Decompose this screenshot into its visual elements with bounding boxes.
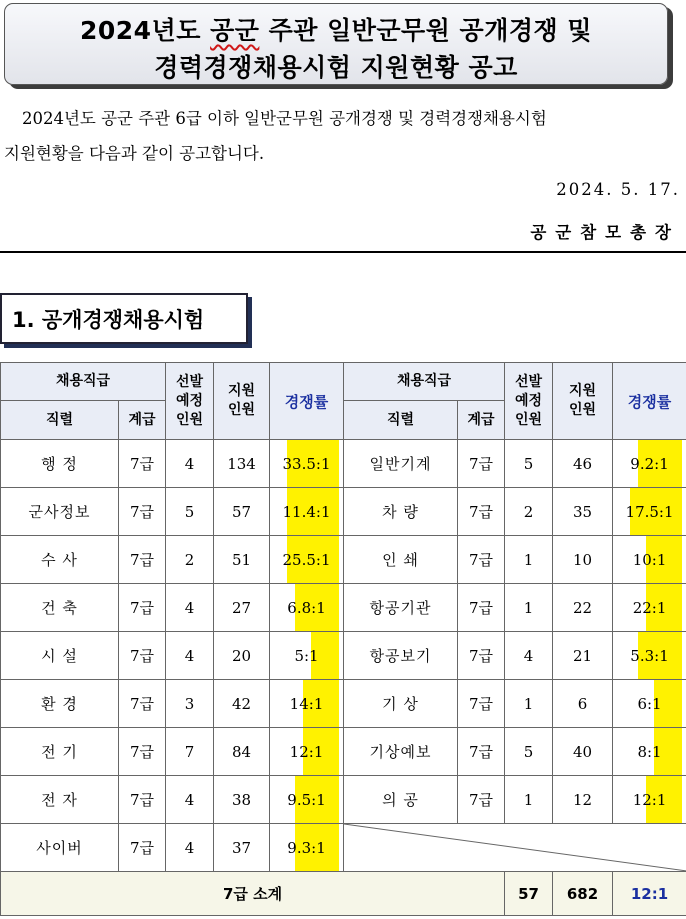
series-cell: 항공기관 — [344, 584, 458, 632]
rate-value: 33.5:1 — [282, 454, 331, 473]
header-job-grade-right: 채용직급 — [344, 363, 505, 401]
rate-cell — [270, 728, 344, 776]
applicants-cell: 42 — [214, 680, 270, 728]
rate-value: 14:1 — [289, 694, 324, 713]
table-row — [1, 440, 686, 488]
rate-value: 6:1 — [637, 694, 662, 713]
section-heading — [0, 293, 248, 344]
title-banner — [4, 3, 668, 85]
quota-cell: 4 — [166, 776, 214, 824]
rate-cell — [270, 680, 344, 728]
header-quota-left: 선발 예정 인원 — [166, 363, 214, 440]
series-cell: 차 량 — [344, 488, 458, 536]
intro-line-1: 2024년도 공군 주관 6급 이하 일반군무원 공개경쟁 및 경력경쟁채용시험 — [22, 109, 547, 128]
table-row — [1, 824, 686, 872]
quota-cell: 5 — [505, 728, 553, 776]
application-status-table — [0, 362, 686, 916]
rate-cell — [613, 584, 686, 632]
applicants-cell: 12 — [553, 776, 613, 824]
rate-value: 9.3:1 — [287, 838, 326, 857]
grade-cell: 7급 — [458, 488, 505, 536]
rate-cell — [270, 776, 344, 824]
table-row — [1, 728, 686, 776]
header-series-right: 직렬 — [344, 401, 458, 440]
header-quota-right: 선발 예정 인원 — [505, 363, 553, 440]
series-cell: 기 상 — [344, 680, 458, 728]
applicants-cell: 37 — [214, 824, 270, 872]
applicants-cell: 22 — [553, 584, 613, 632]
quota-cell: 1 — [505, 680, 553, 728]
grade-cell: 7급 — [458, 536, 505, 584]
quota-cell: 7 — [166, 728, 214, 776]
applicants-cell: 10 — [553, 536, 613, 584]
rate-cell — [270, 488, 344, 536]
applicants-cell: 6 — [553, 680, 613, 728]
header-grade-right: 계급 — [458, 401, 505, 440]
rate-cell — [613, 488, 686, 536]
header-rate-right: 경쟁률 — [613, 363, 686, 440]
series-cell: 수 사 — [1, 536, 119, 584]
empty-cell-slash — [344, 824, 686, 872]
rate-value: 5.3:1 — [630, 646, 669, 665]
table-row — [1, 776, 686, 824]
grade-cell: 7급 — [119, 728, 166, 776]
series-cell: 일반기계 — [344, 440, 458, 488]
quota-cell: 2 — [166, 536, 214, 584]
rate-value: 25.5:1 — [282, 550, 331, 569]
rate-cell — [270, 584, 344, 632]
rate-value: 17.5:1 — [625, 502, 674, 521]
applicants-cell: 35 — [553, 488, 613, 536]
rate-cell — [613, 776, 686, 824]
series-cell: 환 경 — [1, 680, 119, 728]
quota-cell: 4 — [505, 632, 553, 680]
table-row — [1, 584, 686, 632]
quota-cell: 4 — [166, 824, 214, 872]
header-job-grade-left: 채용직급 — [1, 363, 166, 401]
rate-cell — [270, 440, 344, 488]
grade-cell: 7급 — [458, 776, 505, 824]
series-cell: 의 공 — [344, 776, 458, 824]
signer: 공군참모총장 — [530, 223, 680, 242]
header-rate-left: 경쟁률 — [270, 363, 344, 440]
applicants-cell: 134 — [214, 440, 270, 488]
divider — [0, 251, 686, 253]
series-cell: 인 쇄 — [344, 536, 458, 584]
grade-cell: 7급 — [119, 536, 166, 584]
rate-cell — [613, 536, 686, 584]
grade-cell: 7급 — [119, 776, 166, 824]
applicants-cell: 40 — [553, 728, 613, 776]
applicants-cell: 38 — [214, 776, 270, 824]
applicants-cell: 21 — [553, 632, 613, 680]
rate-value: 22:1 — [632, 598, 667, 617]
grade-cell: 7급 — [119, 680, 166, 728]
grade-cell: 7급 — [119, 488, 166, 536]
header-series-left: 직렬 — [1, 401, 119, 440]
total-rate: 12:1 — [613, 872, 686, 916]
rate-value: 9.5:1 — [287, 790, 326, 809]
rate-cell — [613, 632, 686, 680]
table-row — [1, 680, 686, 728]
section-title: 1. 공개경쟁채용시험 — [12, 308, 205, 332]
table-row — [1, 488, 686, 536]
rate-cell — [270, 632, 344, 680]
series-cell: 사이버 — [1, 824, 119, 872]
quota-cell: 4 — [166, 584, 214, 632]
total-label: 7급 소계 — [1, 872, 505, 916]
announcement-date: 2024. 5. 17. — [556, 180, 680, 199]
quota-cell: 5 — [505, 440, 553, 488]
rate-value: 5:1 — [294, 646, 319, 665]
series-cell: 시 설 — [1, 632, 119, 680]
series-cell: 항공보기 — [344, 632, 458, 680]
applicants-cell: 84 — [214, 728, 270, 776]
intro-line-2: 지원현황을 다음과 같이 공고합니다. — [4, 144, 265, 163]
rate-value: 10:1 — [632, 550, 667, 569]
title-line-1: 2024년도 공군 주관 일반군무원 공개경쟁 및 — [79, 16, 593, 45]
quota-cell: 1 — [505, 584, 553, 632]
grade-cell: 7급 — [458, 440, 505, 488]
title-line-2: 경력경쟁채용시험 지원현황 공고 — [154, 53, 518, 82]
rate-cell — [613, 440, 686, 488]
rate-cell — [613, 728, 686, 776]
intro-paragraph — [4, 101, 680, 171]
series-cell: 전 자 — [1, 776, 119, 824]
grade-cell: 7급 — [458, 632, 505, 680]
grade-cell: 7급 — [119, 632, 166, 680]
grade-cell: 7급 — [458, 728, 505, 776]
rate-value: 6.8:1 — [287, 598, 326, 617]
rate-cell — [613, 680, 686, 728]
series-cell: 건 축 — [1, 584, 119, 632]
quota-cell: 2 — [505, 488, 553, 536]
total-row — [1, 872, 686, 916]
rate-value: 12:1 — [289, 742, 324, 761]
grade-cell: 7급 — [119, 584, 166, 632]
total-applicants: 682 — [553, 872, 613, 916]
grade-cell: 7급 — [458, 680, 505, 728]
table-row — [1, 536, 686, 584]
applicants-cell: 20 — [214, 632, 270, 680]
series-cell: 기상예보 — [344, 728, 458, 776]
header-applicants-right: 지원 인원 — [553, 363, 613, 440]
quota-cell: 5 — [166, 488, 214, 536]
header-grade-left: 계급 — [119, 401, 166, 440]
table-row — [1, 632, 686, 680]
quota-cell: 1 — [505, 536, 553, 584]
series-cell: 전 기 — [1, 728, 119, 776]
applicants-cell: 51 — [214, 536, 270, 584]
total-quota: 57 — [505, 872, 553, 916]
applicants-cell: 57 — [214, 488, 270, 536]
rate-cell — [270, 536, 344, 584]
grade-cell: 7급 — [119, 440, 166, 488]
rate-value: 11.4:1 — [282, 502, 331, 521]
applicants-cell: 46 — [553, 440, 613, 488]
series-cell: 군사정보 — [1, 488, 119, 536]
applicants-cell: 27 — [214, 584, 270, 632]
grade-cell: 7급 — [119, 824, 166, 872]
quota-cell: 3 — [166, 680, 214, 728]
rate-value: 9.2:1 — [630, 454, 669, 473]
title-marked-word: 공군 — [210, 16, 260, 45]
series-cell: 행 정 — [1, 440, 119, 488]
rate-cell — [270, 824, 344, 872]
rate-value: 8:1 — [637, 742, 662, 761]
quota-cell: 4 — [166, 632, 214, 680]
rate-value: 12:1 — [632, 790, 667, 809]
quota-cell: 1 — [505, 776, 553, 824]
grade-cell: 7급 — [458, 584, 505, 632]
quota-cell: 4 — [166, 440, 214, 488]
header-applicants-left: 지원 인원 — [214, 363, 270, 440]
